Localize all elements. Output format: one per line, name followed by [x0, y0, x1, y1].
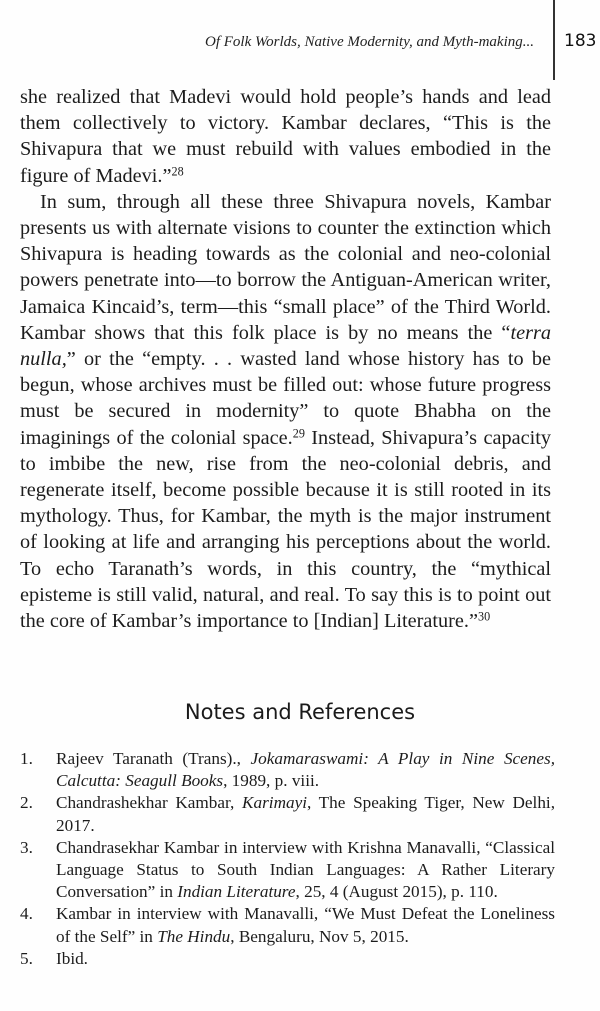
note-text-part: , The Speaking Tiger, New Delhi, 2017.	[56, 793, 555, 835]
note-text-part: , Bengaluru, Nov 5, 2015.	[230, 926, 409, 946]
note-italic-title: Indian Literature	[177, 882, 296, 902]
note-item	[20, 837, 555, 904]
footnote-ref-28: 28	[171, 163, 184, 178]
paragraph-2-italic: terra nulla,	[20, 321, 551, 371]
note-text-part: Kambar in interview with Manavalli, “We Must Defeat the Loneliness of the Self” in	[56, 904, 555, 946]
note-number: 3.	[20, 837, 33, 857]
paragraph-1	[20, 84, 551, 189]
header-divider	[553, 0, 555, 80]
note-text	[56, 948, 555, 970]
paragraph-2	[20, 189, 551, 634]
body-text	[20, 84, 551, 634]
note-number: 2.	[20, 793, 33, 813]
note-item	[20, 903, 555, 947]
note-text-part: Chandrasekhar Kambar in interview with Krishna Manavalli, “Classical Language Status to South Indian Languages: A Rather Literary Conversation” in	[56, 837, 555, 902]
note-text-part: Ibid.	[56, 948, 88, 968]
running-head: Of Folk Worlds, Native Modernity, and Myth-making...	[205, 34, 534, 50]
paragraph-2-text-a: In sum, through all these three Shivapura novels, Kambar presents us with alternate visions to counter the extinction which Shivapura is heading towards as the colonial and neo-colonial powers penetrate into—to borrow the Antiguan-American writer, Jamaica Kincaid’s, term—this “small place” of the Third World. Kambar shows that this folk place is by no means the “	[20, 190, 551, 344]
footnote-ref-30: 30	[478, 609, 491, 624]
note-text-part: , 1989, p. viii.	[223, 771, 320, 791]
note-item	[20, 948, 555, 970]
note-text	[56, 903, 555, 947]
note-text	[56, 748, 555, 792]
note-number: 5.	[20, 948, 33, 968]
paragraph-1-text: she realized that Madevi would hold people’s hands and lead them collectively to victory. Kambar declares, “This is the Shivapura that we must rebuild with values embodied in the figure of Madevi.”	[20, 86, 551, 187]
page-header	[0, 30, 600, 60]
note-italic-title: Jokamaraswami: A Play in Nine Scenes, Calcutta: Seagull Books	[56, 749, 556, 791]
note-number: 1.	[20, 749, 33, 768]
note-text-part: , 25, 4 (August 2015), p. 110.	[295, 882, 498, 902]
note-item	[20, 748, 555, 792]
note-number: 4.	[20, 904, 33, 924]
note-text	[56, 792, 555, 836]
paragraph-2-text-c: Instead, Shivapura’s capacity to imbibe the new, rise from the neo-colonial debris, and regenerate itself, become possible because it is still rooted in its mythology. Thus, for Kambar, the myth is the major instrument of looking at life and arranging his perceptions about the world. To echo Taranath’s words, in this country, the “mythical episteme is still valid, natural, and real. To say this is to point out the core of Kambar’s importance to [Indian] Literature.”	[20, 426, 552, 633]
paragraph-2-text-b: ” or the “empty. . . wasted land whose history has to be begun, whose archives must be filled out: whose future progress must be secured in modernity” to quote Bhabha on the imaginings of the colonial space.	[20, 348, 551, 449]
notes-list	[20, 748, 555, 970]
note-text	[56, 837, 555, 904]
note-item	[20, 792, 555, 836]
note-italic-title: Karimayi	[242, 793, 307, 813]
note-text-part: Chandrashekhar Kambar,	[56, 793, 243, 813]
note-italic-title: The Hindu	[157, 926, 231, 946]
notes-heading: Notes and References	[184, 700, 416, 724]
footnote-ref-29: 29	[292, 425, 305, 440]
page-number: 183	[564, 31, 597, 51]
note-text-part: Rajeev Taranath (Trans).,	[56, 749, 241, 768]
